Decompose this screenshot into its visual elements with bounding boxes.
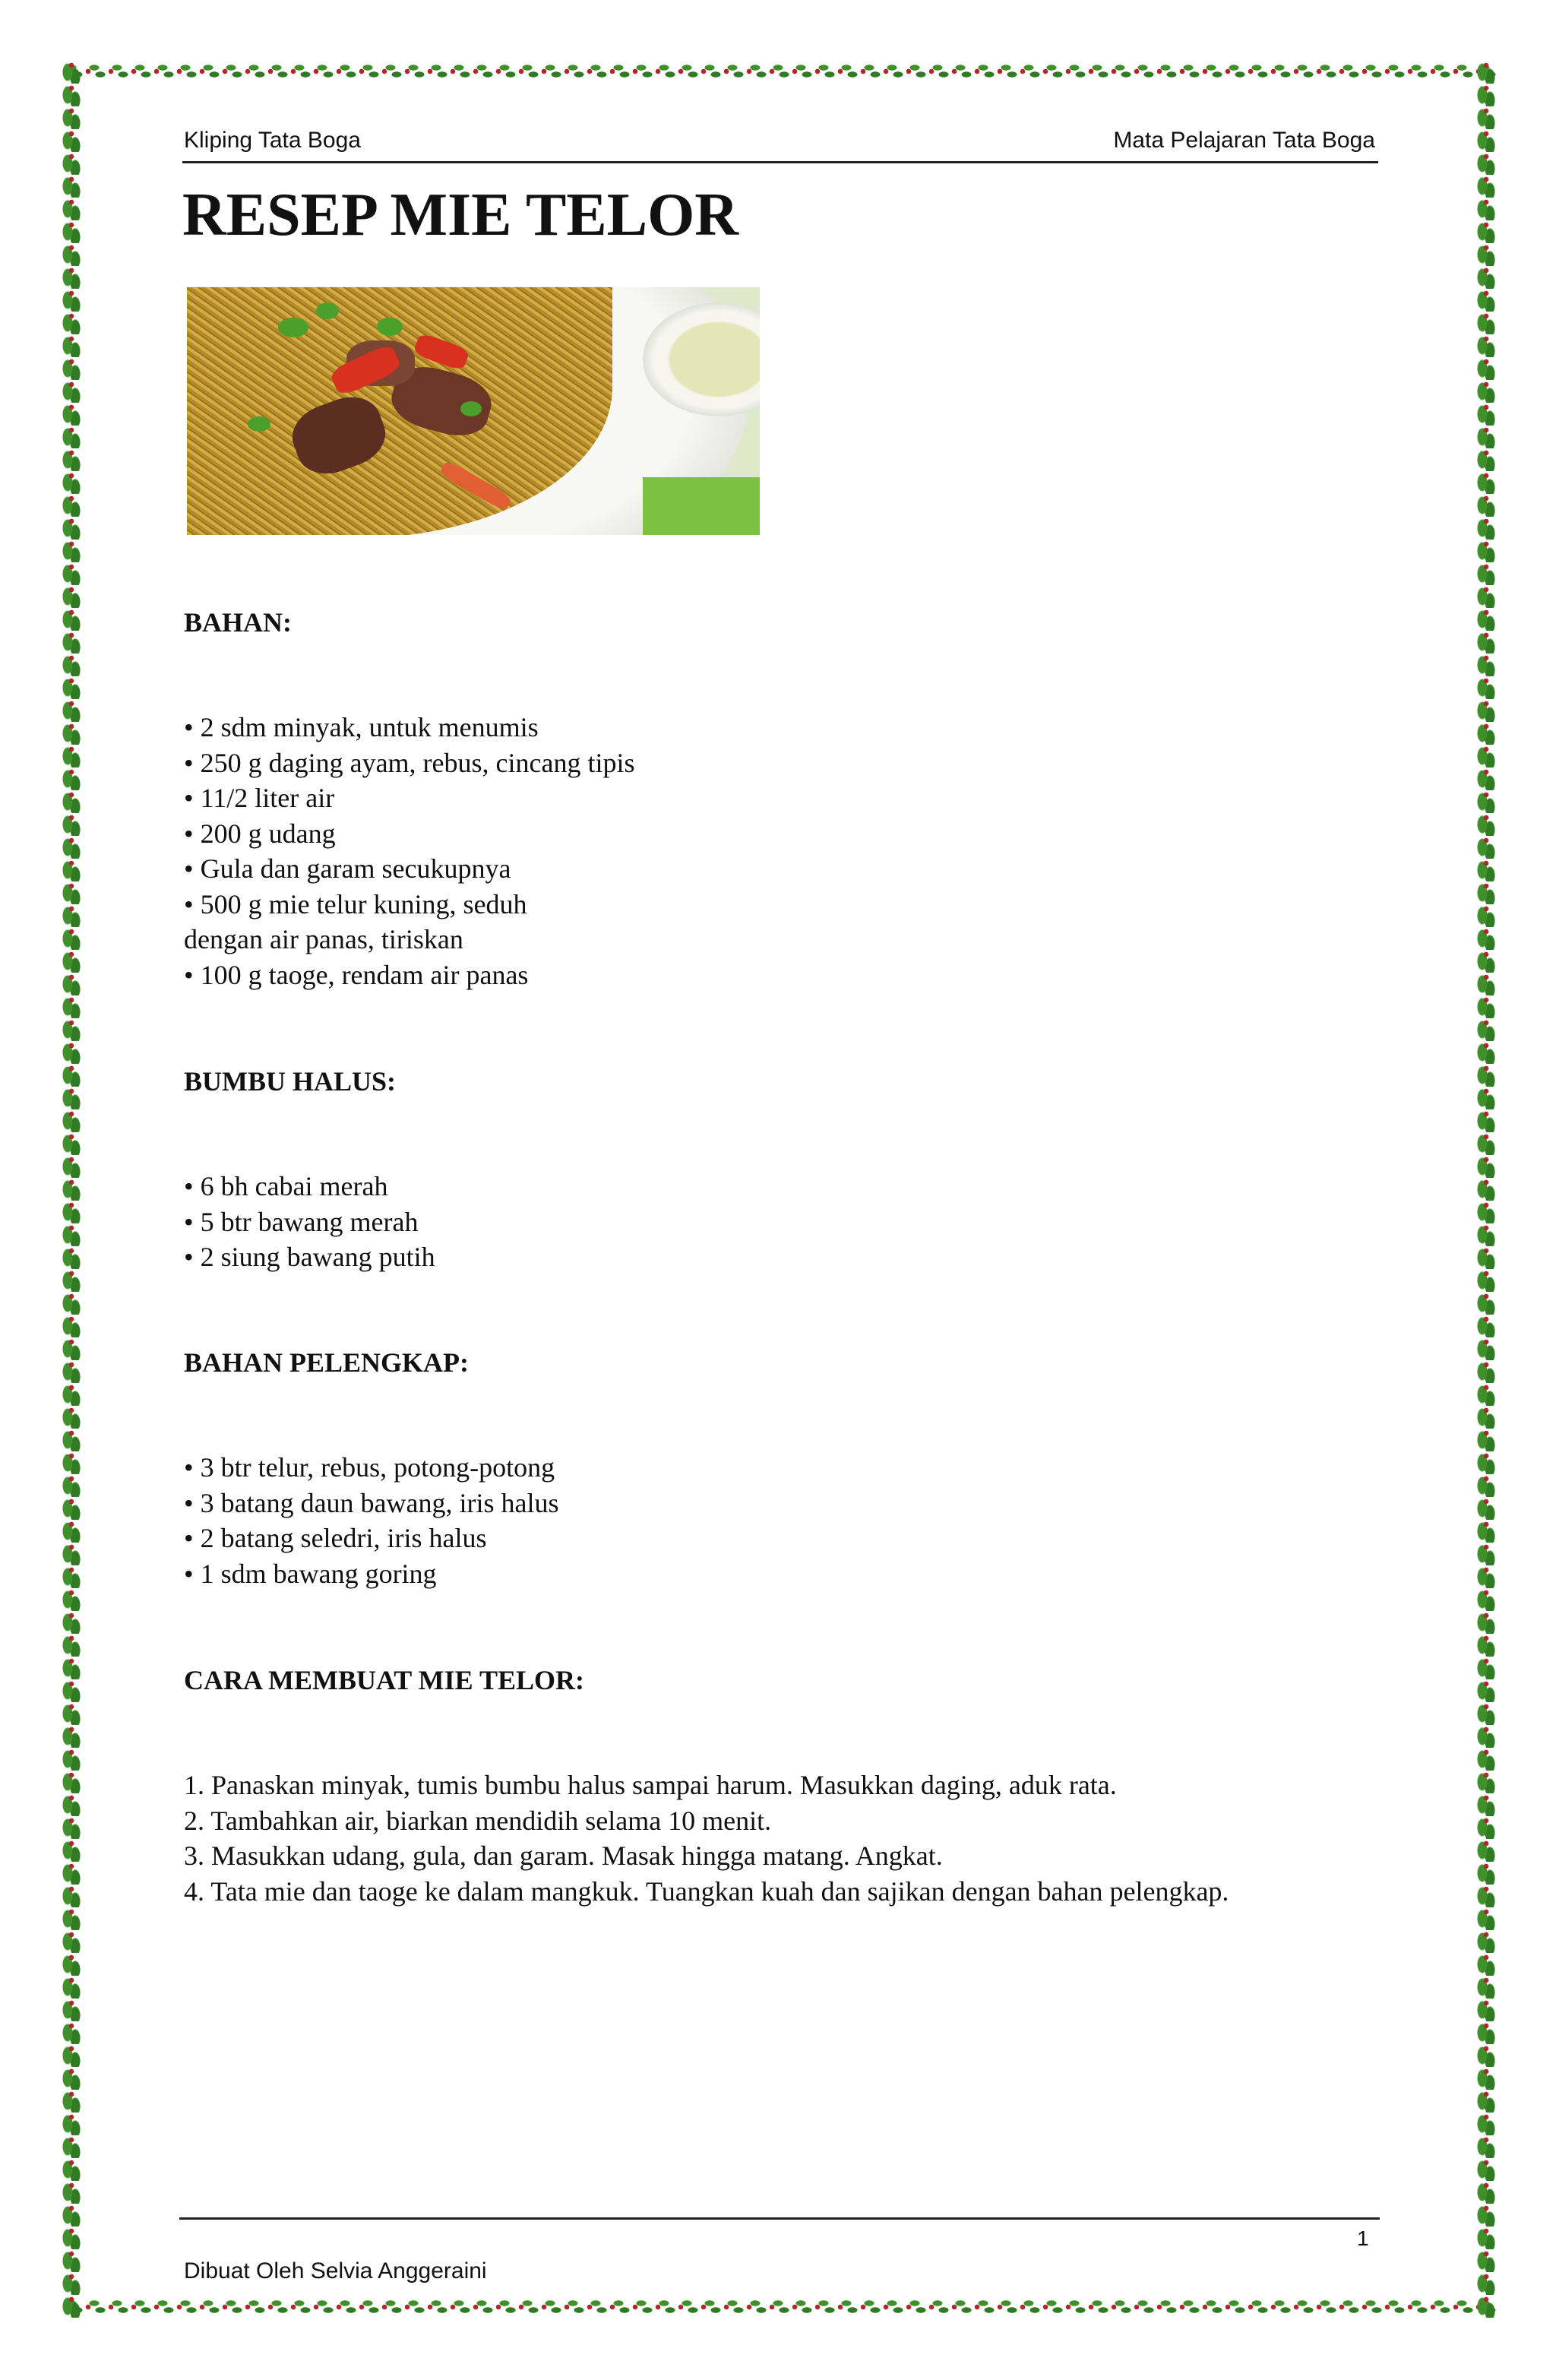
list-item: • 2 sdm minyak, untuk menumis (184, 712, 539, 742)
step-item: 2. Tambahkan air, biarkan mendidih selama 10 menit. (184, 1805, 772, 1836)
list-item: dengan air panas, tiriskan (184, 924, 463, 954)
header-right-text: Mata Pelajaran Tata Boga (1113, 128, 1375, 153)
pelengkap-heading: BAHAN PELENGKAP: (184, 1347, 470, 1378)
cara-steps-list (184, 1768, 1229, 1909)
page-header (182, 123, 1378, 163)
bahan-heading: BAHAN: (184, 607, 292, 638)
scallion-shape (248, 416, 270, 432)
list-item: • 500 g mie telur kuning, seduh (184, 888, 527, 919)
step-item: 4. Tata mie dan taoge ke dalam mangkuk. Tuangkan kuah dan sajikan dengan bahan pelengkap. (184, 1875, 1229, 1907)
step-item: 3. Masukkan udang, gula, dan garam. Masak hingga matang. Angkat. (184, 1840, 943, 1871)
leaf-shape (643, 477, 760, 535)
page-title: RESEP MIE TELOR (182, 182, 739, 248)
page-number: 1 (1357, 2227, 1369, 2250)
list-item: • 3 btr telur, rebus, potong-potong (184, 1452, 555, 1483)
holly-border-right (1475, 61, 1497, 2318)
footer-divider (179, 2217, 1380, 2220)
footer-author: Dibuat Oleh Selvia Anggeraini (184, 2258, 487, 2283)
mie-telor-photo (187, 287, 760, 535)
list-item: • 100 g taoge, rendam air panas (184, 959, 529, 990)
header-left-text: Kliping Tata Boga (184, 128, 361, 153)
step-item: 1. Panaskan minyak, tumis bumbu halus sampai harum. Masukkan daging, aduk rata. (184, 1770, 1117, 1800)
bahan-list (184, 710, 634, 992)
list-item: • 250 g daging ayam, rebus, cincang tipis (184, 747, 635, 778)
cara-heading: CARA MEMBUAT MIE TELOR: (184, 1665, 585, 1695)
list-item: • 200 g udang (184, 818, 336, 849)
list-item: • Gula dan garam secukupnya (184, 853, 511, 884)
holly-border-top (61, 61, 1497, 82)
list-item: • 11/2 liter air (184, 783, 335, 813)
holly-border-bottom (61, 2296, 1497, 2318)
list-item: • 3 batang daun bawang, iris halus (184, 1487, 559, 1518)
scallion-shape (278, 318, 308, 337)
list-item: • 5 btr bawang merah (184, 1206, 419, 1237)
list-item: • 1 sdm bawang goring (184, 1558, 437, 1589)
scallion-shape (377, 318, 403, 336)
holly-border-left (61, 61, 82, 2318)
pelengkap-list (184, 1450, 559, 1591)
list-item: • 2 batang seledri, iris halus (184, 1523, 487, 1553)
list-item: • 2 siung bawang putih (184, 1242, 435, 1272)
bumbu-heading: BUMBU HALUS: (184, 1066, 397, 1097)
scallion-shape (460, 401, 482, 416)
scallion-shape (316, 302, 339, 319)
bumbu-list (184, 1169, 435, 1275)
list-item: • 6 bh cabai merah (184, 1171, 388, 1201)
